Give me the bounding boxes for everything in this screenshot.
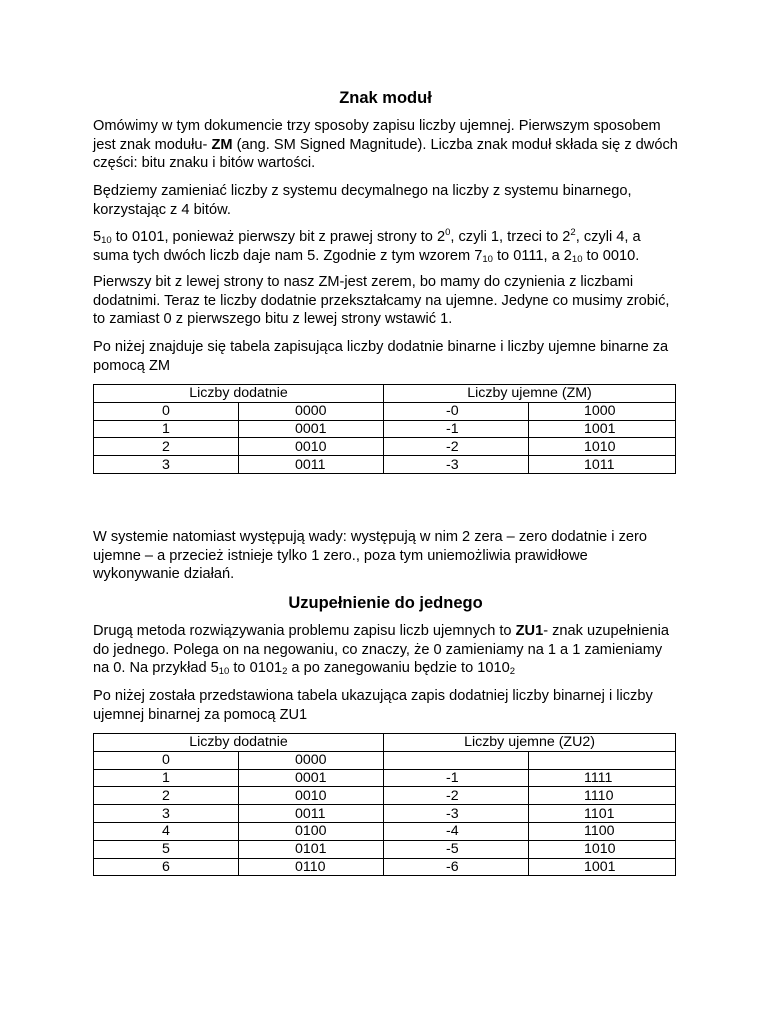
paragraph-text: - znak uzupełnienia do jednego. Polega on na negowaniu, co znaczy, że 0 zamieniamy na 1 a 1 zamieniamy na 0. Na przykład 5: [93, 623, 669, 676]
table-cell: 0011: [239, 456, 384, 474]
subscript: 10: [482, 253, 493, 265]
paragraph-text: to 0010.: [582, 247, 640, 264]
subscript: 10: [571, 253, 583, 265]
table-cell: 1001: [529, 420, 676, 438]
table-header-negative: Liczby ujemne (ZU2): [384, 734, 676, 752]
subscript: 2: [282, 666, 288, 677]
table-cell: 2: [94, 787, 239, 805]
table-cell: 0001: [239, 420, 384, 438]
table-cell: 1010: [529, 840, 676, 858]
subscript: 10: [218, 666, 230, 677]
table-row: [94, 420, 676, 438]
paragraph-text: , czyli 1, trzeci to 2: [450, 229, 571, 245]
table-cell: 0100: [239, 822, 384, 840]
table-row: [94, 805, 676, 823]
paragraph-zu1: [93, 622, 678, 678]
table-cell: 5: [94, 840, 239, 858]
paragraph-text: , czyli 4, a suma tych dwóch liczb daje nam 5. Zgodnie z tym wzorem 7: [93, 229, 641, 264]
paragraph-text: to 0101, ponieważ pierwszy bit z prawej strony to 2: [111, 229, 446, 245]
table-cell: 4: [94, 822, 239, 840]
table-cell: -4: [384, 822, 529, 840]
paragraph-text: to 0111, a 2: [492, 247, 572, 264]
table-cell: 0: [94, 751, 239, 769]
table-cell: [384, 751, 529, 769]
table-header-positive: Liczby dodatnie: [94, 734, 384, 752]
paragraph-text: (ang. SM Signed Magnitude). Liczba znak moduł składa się z dwóch części: bitu znaku i bitów wartości.: [93, 136, 678, 171]
table-row: [94, 822, 676, 840]
table-cell: 0000: [239, 751, 384, 769]
table-cell: 3: [94, 805, 239, 823]
table-row: [94, 840, 676, 858]
table-row: [94, 787, 676, 805]
table-cell: 0101: [239, 840, 384, 858]
table-row: [94, 438, 676, 456]
table-cell: 1011: [529, 456, 676, 474]
table-header-positive: Liczby dodatnie: [94, 385, 384, 403]
paragraph-text: Omówimy w tym dokumencie trzy sposoby zapisu liczby ujemnej. Pierwszym sposobem jest znak modułu-: [93, 118, 661, 153]
paragraph-first-bit: Pierwszy bit z lewej strony to nasz ZM-jest zerem, bo mamy do czynienia z liczbami dodatnimi. Teraz te liczby dodatnie przekształcamy na ujemne. Jedyne co musimy zrobić, to zamiast 0 z pierwszego bitu z lewej strony wstawić 1.: [93, 274, 670, 327]
paragraph-example: [93, 228, 678, 265]
table-cell: -1: [384, 769, 529, 787]
table-cell: 0011: [239, 805, 384, 823]
table-cell: 1110: [529, 787, 676, 805]
table-cell: -3: [384, 456, 529, 474]
superscript: 2: [570, 227, 576, 238]
paragraph-text: a po zanegowaniu będzie to 1010: [287, 660, 510, 676]
table-cell: 2: [94, 438, 239, 456]
subscript: 10: [101, 235, 112, 246]
bold-term-zu1: ZU1: [515, 623, 544, 639]
table-cell: -5: [384, 840, 529, 858]
table-cell: 6: [94, 858, 239, 876]
table-cell: [529, 751, 676, 769]
table-cell: 1: [94, 769, 239, 787]
table-cell: -2: [384, 787, 529, 805]
table-row: [94, 858, 676, 876]
table-cell: -2: [384, 438, 529, 456]
section-title-znak-modul: Znak moduł: [339, 89, 432, 107]
paragraph-text: Drugą metoda rozwiązywania problemu zapisu liczb ujemnych to: [93, 623, 516, 639]
zm-table: [93, 384, 676, 474]
subscript: 2: [509, 666, 515, 677]
zu-table: [93, 733, 676, 876]
paragraph-text: 5: [93, 229, 102, 245]
table-cell: 0000: [239, 402, 384, 420]
table-header-row: [94, 385, 676, 403]
table-row: [94, 751, 676, 769]
table-header-negative: Liczby ujemne (ZM): [384, 385, 676, 403]
paragraph-intro: [93, 117, 678, 173]
table-cell: 0010: [239, 438, 384, 456]
table-cell: 0110: [239, 858, 384, 876]
section-title-uzupelnienie: Uzupełnienie do jednego: [288, 594, 483, 612]
table-cell: 1001: [529, 858, 676, 876]
paragraph-text: to 0101: [229, 660, 283, 676]
table-cell: -0: [384, 402, 529, 420]
table-cell: -1: [384, 420, 529, 438]
paragraph-table-intro: Po niżej znajduje się tabela zapisująca liczby dodatnie binarne i liczby ujemne binarne za pomocą ZM: [93, 339, 669, 374]
paragraph-drawbacks: W systemie natomiast występują wady: występują w nim 2 zera – zero dodatnie i zero ujemne – a przecież istnieje tylko 1 zero., poza tym uniemożliwia prawidłowe wykonywanie działań.: [93, 529, 647, 582]
table-cell: 1101: [529, 805, 676, 823]
table-cell: 1010: [529, 438, 676, 456]
superscript: 0: [445, 227, 451, 238]
table-cell: 0010: [239, 787, 384, 805]
table-cell: 1100: [529, 822, 676, 840]
table-row: [94, 402, 676, 420]
table-row: [94, 769, 676, 787]
paragraph-conversion: Będziemy zamieniać liczby z systemu decymalnego na liczby z systemu binarnego, korzystając z 4 bitów.: [93, 183, 632, 218]
table-cell: 3: [94, 456, 239, 474]
bold-term-zm: ZM: [211, 136, 233, 153]
table-cell: 1111: [529, 769, 676, 787]
table-cell: 0: [94, 402, 239, 420]
table-row: [94, 456, 676, 474]
paragraph-table2-intro: Po niżej została przedstawiona tabela ukazująca zapis dodatniej liczby binarnej i liczby ujemnej binarnej za pomocą ZU1: [93, 688, 653, 723]
table-cell: 0001: [239, 769, 384, 787]
table-cell: 1: [94, 420, 239, 438]
table-cell: -3: [384, 805, 529, 823]
table-header-row: [94, 734, 676, 752]
table-cell: 1000: [529, 402, 676, 420]
table-cell: -6: [384, 858, 529, 876]
